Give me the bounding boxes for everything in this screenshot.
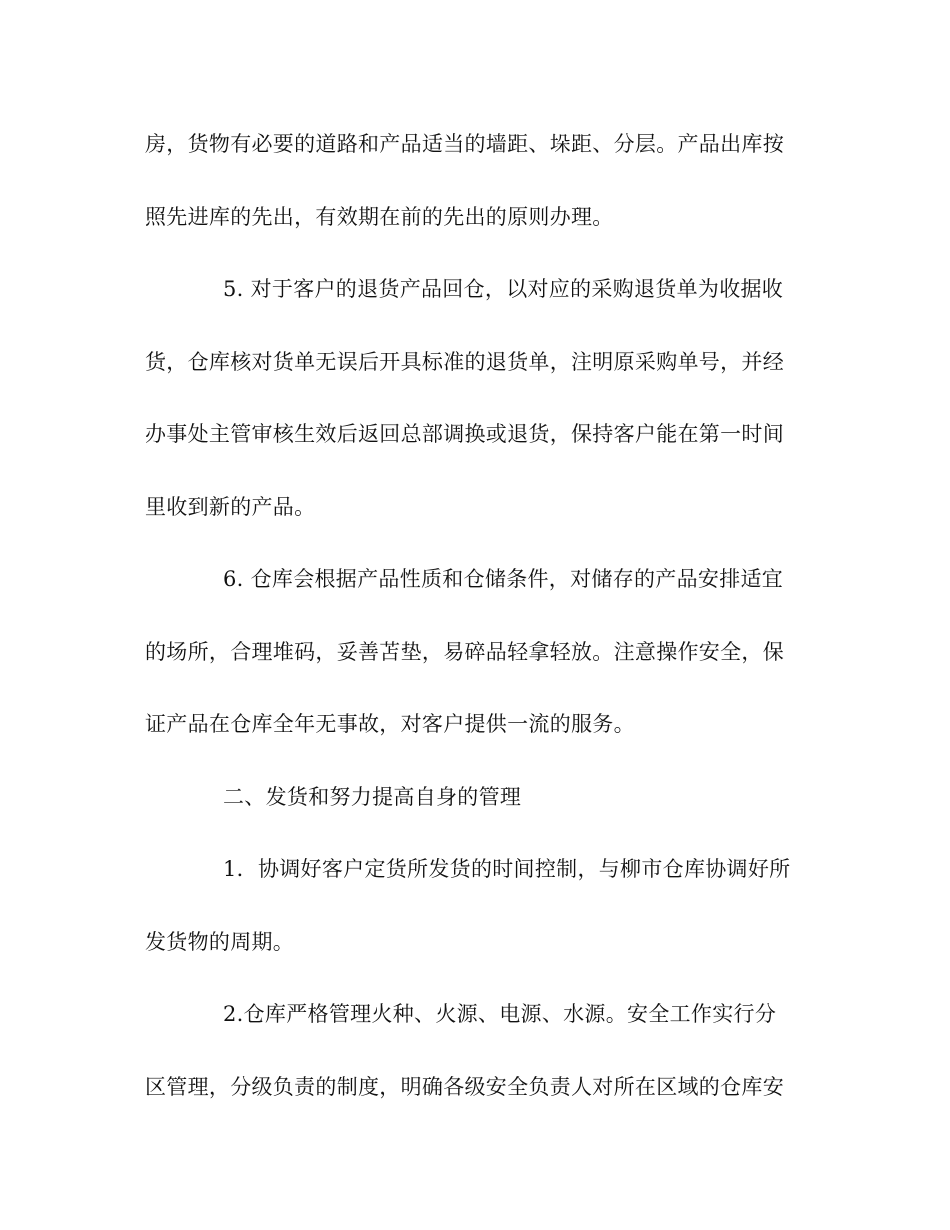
paragraph-line: 1．协调好客户定货所发货的时间控制，与柳市仓库协调好所 [223,857,791,881]
paragraph-line: 里收到新的产品。 [145,494,316,519]
paragraph-line: 货，仓库核对货单无误后开具标准的退货单，注明原采购单号，并经 [145,349,784,374]
section-heading: 二、发货和努力提高自身的管理 [223,784,522,809]
paragraph-line: 照先进库的先出，有效期在前的先出的原则办理。 [145,204,614,229]
paragraph-line: 发货物的周期。 [145,929,295,954]
document-body [145,118,805,1133]
paragraph-line: 5. 对于客户的退货产品回仓，以对应的采购退货单为收据收 [223,277,784,301]
paragraph-line: 区管理，分级负责的制度，明确各级安全负责人对所在区域的仓库安 [145,1074,784,1099]
paragraph-line: 的场所，合理堆码，妥善苫垫，易碎品轻拿轻放。注意操作安全，保 [145,639,784,664]
paragraph-line: 证产品在仓库全年无事故，对客户提供一流的服务。 [145,712,635,736]
paragraph-line: 2.仓库严格管理火种、火源、电源、水源。安全工作实行分 [223,1002,777,1026]
paragraph-line: 办事处主管审核生效后返回总部调换或退货，保持客户能在第一时间 [145,422,784,446]
paragraph-line: 房，货物有必要的道路和产品适当的墙距、垛距、分层。产品出库按 [145,132,784,156]
paragraph-line: 6. 仓库会根据产品性质和仓储条件，对储存的产品安排适宜 [223,567,784,591]
